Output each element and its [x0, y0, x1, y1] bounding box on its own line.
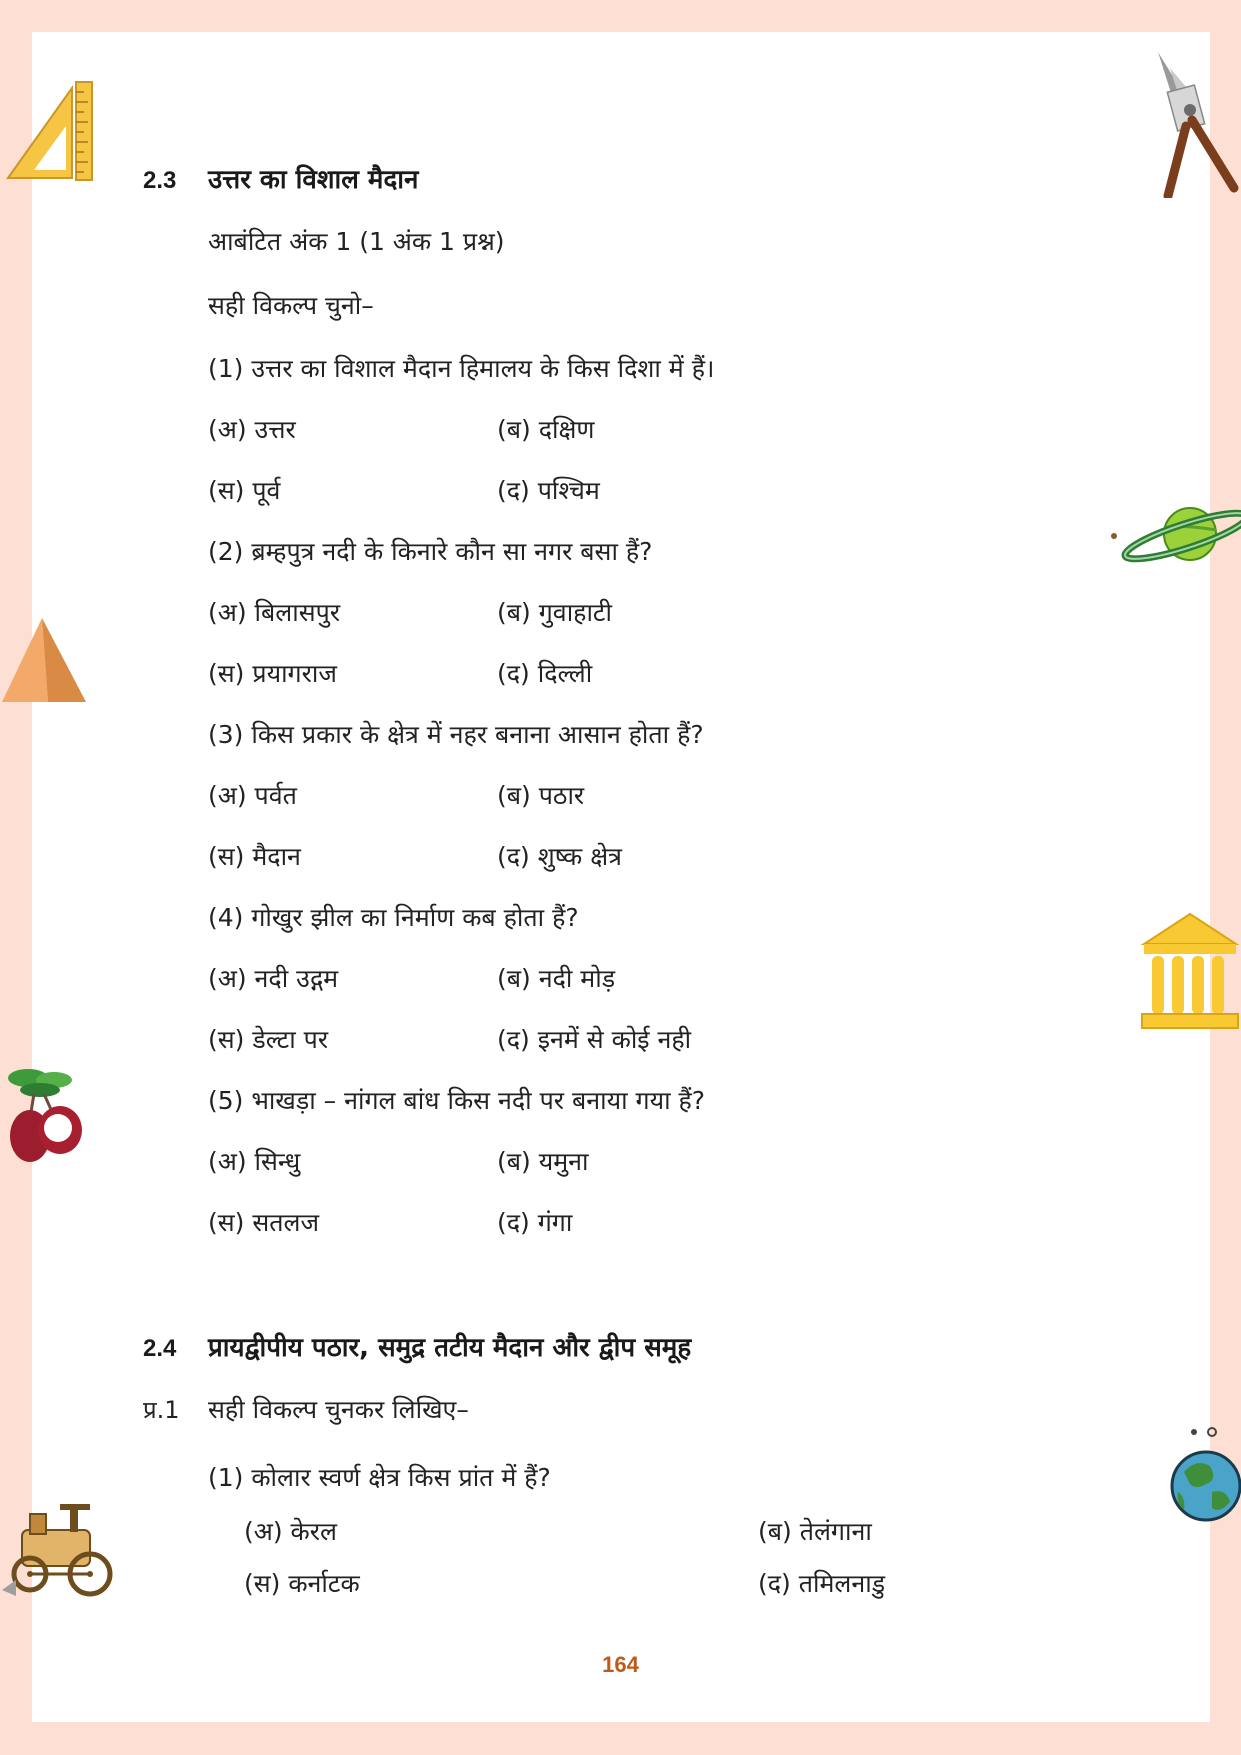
option-b: (ब) दक्षिण — [497, 415, 595, 444]
option-c: (स) कर्नाटक — [244, 1569, 360, 1598]
fruit-cherry-icon — [4, 1060, 88, 1166]
question-5: (5) भाखड़ा – नांगल बांध किस नदी पर बनाया गया हैं? — [208, 1086, 706, 1115]
option-d: (द) शुष्क क्षेत्र — [497, 842, 622, 871]
option-d: (द) इनमें से कोई नही — [497, 1025, 692, 1054]
instruction: सही विकल्प चुनो– — [208, 291, 374, 320]
question-label: प्र.1 — [143, 1396, 180, 1424]
option-c: (स) प्रयागराज — [208, 659, 337, 688]
option-b: (ब) यमुना — [497, 1147, 589, 1176]
set-square-ruler-icon — [4, 80, 100, 182]
option-c: (स) सतलज — [208, 1208, 320, 1237]
option-a: (अ) पर्वत — [208, 781, 297, 810]
section-heading-2-4 — [143, 1328, 691, 1364]
pillar-temple-icon — [1140, 912, 1241, 1030]
option-a: (अ) बिलासपुर — [208, 598, 341, 627]
option-b: (ब) पठार — [497, 781, 585, 810]
option-d: (द) दिल्ली — [497, 659, 593, 688]
option-c: (स) पूर्व — [208, 476, 281, 505]
pliers-tool-icon — [1150, 48, 1240, 198]
option-d: (द) गंगा — [497, 1208, 573, 1237]
option-d: (द) तमिलनाडु — [758, 1569, 886, 1598]
question-4: (4) गोखुर झील का निर्माण कब होता हैं? — [208, 903, 579, 932]
pyramid-icon — [0, 614, 88, 706]
steam-engine-icon — [0, 1502, 124, 1598]
section-title: प्रायद्वीपीय पठार, समुद्र तटीय मैदान और द्वीप समूह — [208, 1333, 692, 1363]
option-a: (अ) नदी उद्गम — [208, 964, 339, 993]
option-c: (स) डेल्टा पर — [208, 1025, 329, 1054]
option-d: (द) पश्चिम — [497, 476, 600, 505]
section-title: उत्तर का विशाल मैदान — [208, 165, 419, 195]
section-number: 2.3 — [143, 167, 177, 194]
option-a: (अ) उत्तर — [208, 415, 296, 444]
question-1: (1) उत्तर का विशाल मैदान हिमालय के किस दिशा में हैं। — [208, 354, 715, 383]
page-number: 164 — [602, 1652, 639, 1677]
section-number: 2.4 — [143, 1335, 177, 1362]
option-b: (ब) तेलंगाना — [758, 1517, 872, 1546]
option-c: (स) मैदान — [208, 842, 301, 871]
question-1: (1) कोलार स्वर्ण क्षेत्र किस प्रांत में हैं? — [208, 1463, 551, 1492]
option-a: (अ) केरल — [244, 1517, 337, 1546]
section-heading-2-3 — [143, 160, 418, 196]
instruction: सही विकल्प चुनकर लिखिए– — [208, 1395, 469, 1424]
allotted-marks: आबंटित अंक 1 (1 अंक 1 प्रश्न) — [208, 227, 505, 256]
option-b: (ब) गुवाहाटी — [497, 598, 613, 627]
question-2: (2) ब्रम्हपुत्र नदी के किनारे कौन सा नगर बसा हैं? — [208, 537, 653, 566]
planet-saturn-icon — [1108, 498, 1241, 570]
globe-earth-icon — [1166, 1422, 1241, 1524]
option-b: (ब) नदी मोड़ — [497, 964, 616, 993]
question-3: (3) किस प्रकार के क्षेत्र में नहर बनाना आसान होता हैं? — [208, 720, 704, 749]
option-a: (अ) सिन्धु — [208, 1147, 301, 1176]
